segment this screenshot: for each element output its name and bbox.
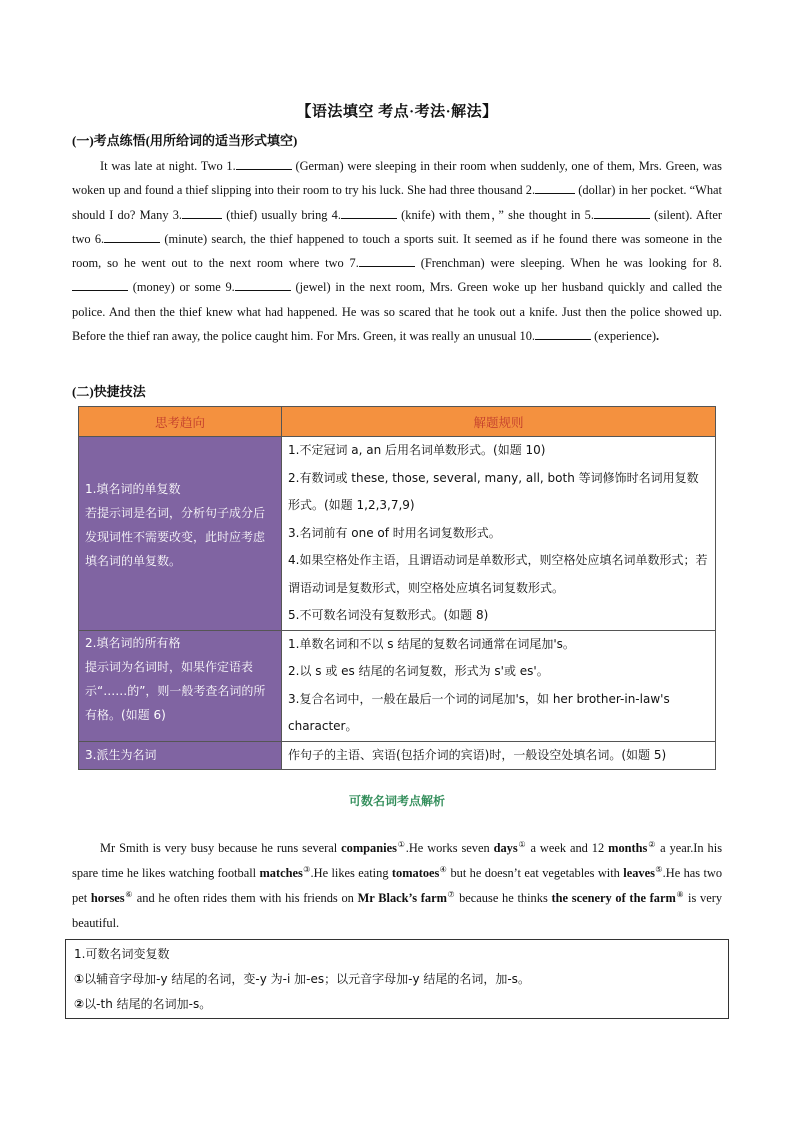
passage-text: (thief) usually bring 4. [222, 207, 341, 222]
passage-text: (silent). After two 6. [72, 207, 722, 246]
category-title: 3.派生为名词 [85, 747, 157, 762]
passage-text: a year.In his spare time he likes watching football [72, 841, 723, 880]
table-cell-category [79, 437, 282, 631]
blank-4[interactable] [341, 204, 397, 219]
table-header-thinking: 思考趋向 [79, 407, 282, 437]
circled-number: ① [396, 839, 406, 849]
example-passage [72, 836, 722, 936]
passage-text: (Frenchman) were sleeping. When he was looking for 8. [414, 256, 723, 271]
highlighted-noun: matches [259, 866, 303, 880]
note-rule [74, 992, 720, 1017]
passage-end: . [656, 329, 660, 344]
circled-number: ③ [302, 864, 311, 874]
category-title: 1.填名词的单复数 [85, 482, 181, 496]
table-cell-rules [282, 741, 716, 770]
rule-item: 1.不定冠词 a, an 后用名词单数形式。(如题 10) [288, 443, 546, 457]
table-row [79, 630, 716, 741]
circled-number: ⑦ [446, 889, 456, 899]
exercise-passage [72, 154, 722, 348]
blank-8[interactable] [72, 276, 128, 291]
circled-number: ① [74, 972, 85, 986]
category-title: 2.填名词的所有格 [85, 635, 181, 650]
rule-item: 1.单数名词和不以 s 结尾的复数名词通常在词尾加's。 [288, 636, 575, 651]
passage-text: (jewel) in the next room, Mrs. Green woke up her husband quickly and called the police. And then the thief knew what had happened. He was so scared that he took out a knife. Just then the police showed up. Before the thief ran away, the police caught him. For Mrs. Green, it was really an unusual 10. [72, 280, 722, 344]
table-cell-rules [282, 437, 716, 631]
highlighted-noun: the scenery of the farm [551, 891, 676, 905]
subheading-countable-nouns: 可数名词考点解析 [348, 794, 445, 808]
note-title: 1.可数名词变复数 [74, 947, 170, 961]
passage-text: a week and 12 [526, 841, 609, 855]
passage-text: but he doesn’t eat vegetables with [447, 866, 624, 880]
passage-text: (knife) with them，” she thought in 5. [396, 207, 594, 222]
passage-text: Mr Smith is very busy because he runs several [100, 841, 342, 855]
highlighted-noun: leaves [623, 866, 655, 880]
note-rule [74, 967, 720, 992]
page-title: 【语法填空 考点·考法·解法】 [296, 104, 498, 120]
rule-item: 作句子的主语、宾语(包括介词的宾语)时，一般设空处填名词。(如题 5) [288, 747, 667, 762]
circled-number: ⑥ [124, 889, 134, 899]
table-row [79, 437, 716, 631]
blank-7[interactable] [359, 252, 415, 267]
rule-item: 2.以 s 或 es 结尾的名词复数，形式为 s'或 es'。 [288, 664, 549, 678]
table-cell-category [79, 741, 282, 770]
highlighted-noun: tomatoes [391, 866, 440, 880]
highlighted-noun: months [608, 841, 648, 855]
passage-text: (minute) search, the thief happened to touch a sports suit. It seemed as if he found there was someone in the room, so he went out to the next room where two 7. [72, 231, 722, 271]
passage-text: is very beautiful. [72, 891, 723, 930]
circled-number: ⑧ [675, 889, 685, 899]
rule-item: 3.复合名词中，一般在最后一个词的词尾加's，如 her brother-in-law's character。 [288, 691, 670, 733]
blank-9[interactable] [235, 276, 291, 291]
highlighted-noun: companies [341, 841, 397, 855]
circled-number: ① [517, 839, 527, 849]
blank-1[interactable] [236, 155, 292, 170]
table-cell-rules [282, 630, 716, 741]
highlighted-noun: Mr Black’s farm [357, 891, 447, 905]
highlighted-noun: days [493, 841, 518, 855]
rule-item: 3.名词前有 one of 时用名词复数形式。 [288, 525, 501, 540]
circled-number: ⑤ [654, 864, 663, 874]
section-heading-practice: (一)考点练悟(用所给词的适当形式填空) [72, 133, 298, 148]
passage-text: (dollar) in her pocket. “What should I do? Many 3. [72, 183, 722, 222]
circled-number: ④ [439, 864, 448, 874]
passage-text: (money) or some 9. [128, 280, 235, 295]
passage-text: (experience) [591, 329, 657, 344]
section-heading-techniques: (二)快捷技法 [72, 384, 146, 399]
passage-text: .He likes eating [310, 866, 392, 880]
category-description: 提示词为名词时，如果作定语表示“……的”，则一般考查名词的所有格。(如题 6) [85, 659, 266, 722]
table-row [79, 741, 716, 770]
blank-5[interactable] [594, 204, 650, 219]
note-box [65, 939, 729, 1019]
passage-text: because he thinks [455, 891, 552, 905]
passage-text: .He has two pet [72, 866, 723, 905]
passage-text: .He works seven [405, 841, 494, 855]
rules-table [78, 406, 716, 770]
passage-text: and he often rides them with his friends on [133, 891, 358, 905]
blank-3[interactable] [182, 204, 222, 219]
rule-item: 5.不可数名词没有复数形式。(如题 8) [288, 608, 489, 622]
highlighted-noun: horses [90, 891, 125, 905]
passage-text: It was late at night. Two 1. [100, 159, 236, 173]
passage-text: (German) were sleeping in their room when suddenly, one of them, Mrs. Green, was woken up and found a thief slipping into their room to try his luck. She had three thousand 2. [72, 159, 723, 198]
table-cell-category [79, 630, 282, 741]
table-header-rules: 解题规则 [282, 407, 716, 437]
blank-2[interactable] [535, 179, 575, 194]
circled-number: ② [647, 839, 657, 849]
note-text: 以辅音字母加-y 结尾的名词，变-y 为-i 加-es；以元音字母加-y 结尾的名词，加-s。 [84, 972, 530, 986]
rule-item: 2.有数词或 these, those, several, many, all, both 等词修饰时名词用复数形式。(如题 1,2,3,7,9) [288, 470, 699, 512]
note-text: 以-th 结尾的名词加-s。 [84, 997, 212, 1011]
blank-6[interactable] [104, 228, 160, 243]
category-description: 若提示词是名词，分析句子成分后发现词性不需要改变，此时应考虑填名词的单复数。 [85, 506, 266, 568]
circled-number: ② [74, 997, 85, 1011]
rule-item: 4.如果空格处作主语，且谓语动词是单数形式，则空格处应填名词单数形式；若谓语动词是复数形式，则空格处应填名词复数形式。 [288, 553, 708, 595]
blank-10[interactable] [535, 325, 591, 340]
